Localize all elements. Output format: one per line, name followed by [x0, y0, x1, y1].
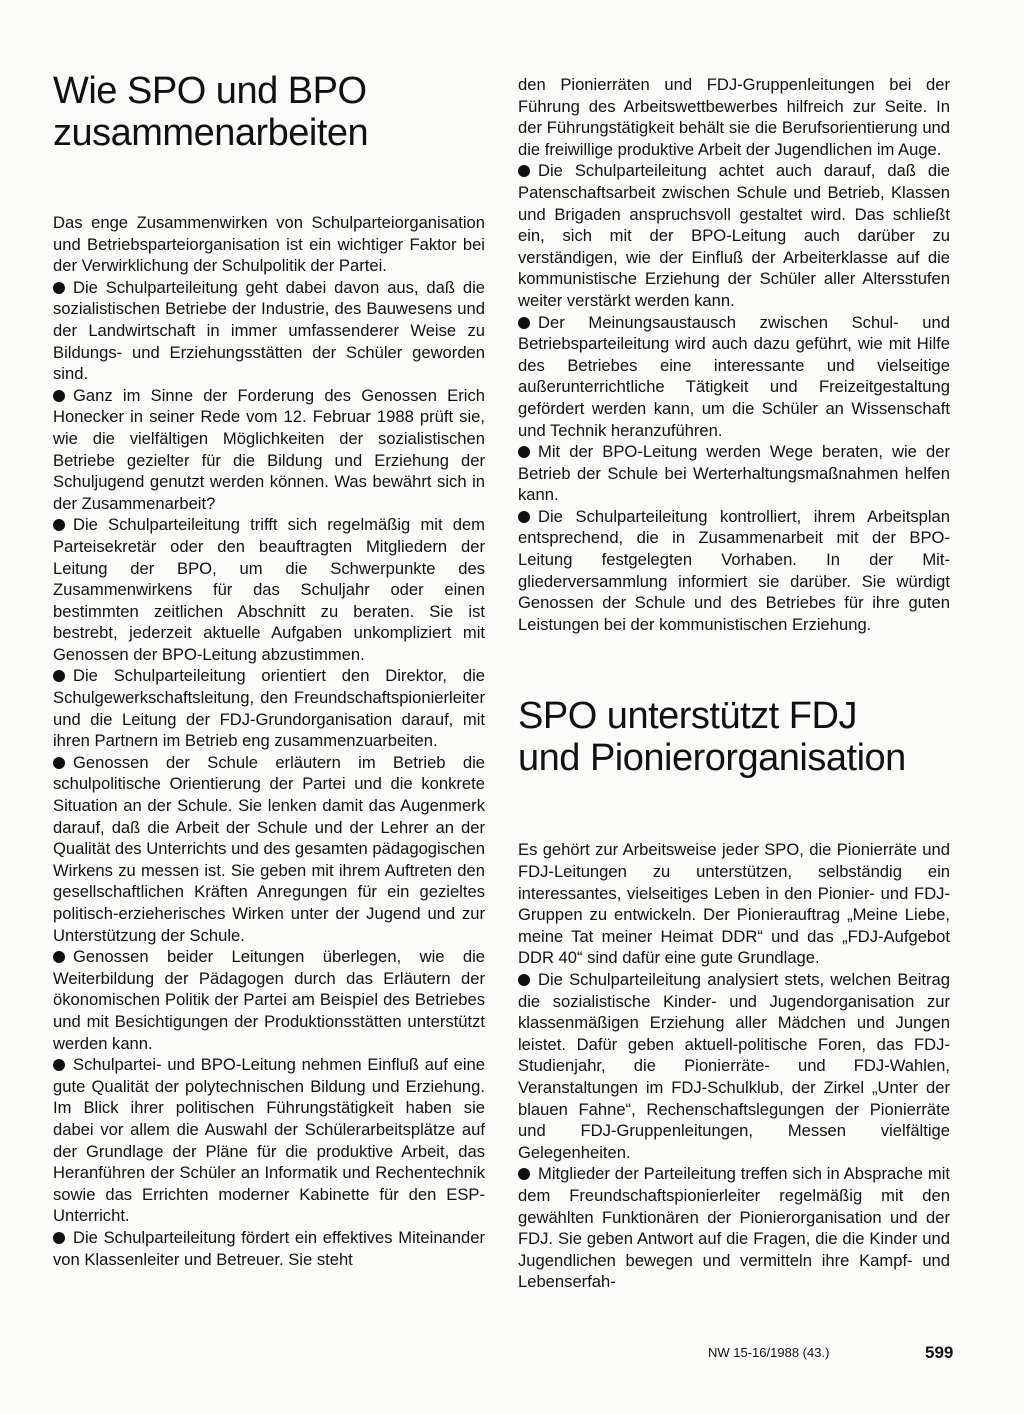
bullet-paragraph: Mit der BPO-Leitung werden Wege beraten, wie der Betrieb der Schule bei Werterhaltungsmaßnahmen helfen kann. — [518, 442, 950, 505]
left-column — [53, 70, 485, 1270]
right-column — [518, 74, 950, 1293]
bullet-paragraph: Schulpartei- und BPO-Leitung nehmen Einfluß auf eine gute Qualität der polytechnischen Bildung und Erziehung. Im Blick ihrer politischen Führungstätigkeit haben sie dabei vor allem die Auswahl der Schülerarbeitsplätze auf der Grundlage der Pläne für die produktive Arbeit, das Heranführen der Schüler an Informatik und Rechentechnik sowie das Errichten moderner Kabinette für den ESP-Unterricht. — [53, 1055, 485, 1226]
article-heading-1 — [53, 70, 485, 154]
bullet-paragraph: Die Schulparteileitung orientiert den Direktor, die Schulgewerkschaftsleitung, den Freundschaftspionierleiter und die Leitung der FDJ-Grundorganisation darauf, mit ihren Partnern im Betrieb eng zusammenzuarbeiten. — [53, 666, 485, 751]
bullet-paragraph: Die Schulparteileitung geht dabei davon aus, daß die sozialistischen Betriebe der Industrie, des Bauwesens und der Landwirtschaft in immer umfassenderer Weise zu Bildungs- und Erziehungsstätten der Schüler geworden sind. — [53, 277, 485, 384]
bullet-paragraph: Die Schulparteileitung kontrolliert, ihrem Arbeitsplan entsprechend, die in Zusammenarbeit mit der BPO-Leitung festgelegten Vorhaben. In der Mitgliederversammlung informiert sie darüber. Sie würdigt Genossen der Schule und des Betriebes für ihre guten Leistungen bei der kommunistischen Erziehung. — [518, 506, 950, 634]
bullet-paragraph: Die Schulparteileitung fördert ein effektives Miteinander von Klassenleiter und Betreuer. Sie steht — [53, 1227, 485, 1269]
intro-paragraph-1: Das enge Zusammenwirken von Schulparteiorganisation und Betriebsparteiorganisation ist ein wichtiger Faktor bei der Verwirklichung der Schulpolitik der Partei. — [53, 213, 485, 276]
intro-paragraph-2: Es gehört zur Arbeitsweise jeder SPO, die Pionierräte und FDJ-Leitungen zu unterstützen, selbständig ein interessantes, vielseitiges Leben in den Pionier- und FDJ-Gruppen zu entwickeln. Der Pionierauftrag „Meine Liebe, meine Tat meiner Heimat DDR“ und das „FDJ-Aufgebot DDR 40“ sind dafür eine gute Grundlage. — [518, 840, 950, 968]
heading-1-line-1: Wie SPO und BPO — [53, 70, 367, 112]
bullet-paragraph: Die Schulparteileitung achtet auch darauf, daß die Patenschaftsarbeit zwischen Schule und Betrieb, Klassen und Brigaden anspruchsvoll gestaltet wird. Das schließt ein, sich mit der BPO-Leitung auch darüber zu verständigen, wie der Einfluß der Arbeiterklasse auf die kommunistische Erziehung der Schüler aller Altersstufen weiter verstärkt werden kann. — [518, 161, 950, 310]
bullet-paragraph: Die Schulparteileitung analysiert stets, welchen Beitrag die sozialistische Kinder- und Jugendorganisation zur klassenmäßigen Erziehung aller Mädchen und Jungen leistet. Dafür geben aktuell-politische Foren, das FDJ-Studienjahr, die Pionierräte- und FDJ-Wahlen, Veranstaltungen im FDJ-Schulklub, der Zirkel „Unter der blauen Fahne“, Rechenschaftslegungen der Pionierräte und FDJ-Gruppenleitungen, Messen vielfältige Gelegenheiten. — [518, 970, 950, 1162]
heading-2-line-2: und Pionierorganisation — [518, 737, 906, 780]
continuation-paragraph: den Pionierräten und FDJ-Gruppenleitungen bei der Führung des Arbeitswettbewerbes hilfreich zur Seite. In der Führungstätigkeit behält sie die Berufsorientierung und die freiwillige produktive Arbeit der Jugendlichen im Auge. — [518, 75, 950, 159]
article-heading-2 — [518, 695, 950, 779]
heading-2-line-1: SPO unterstützt FDJ — [518, 695, 857, 738]
bullet-paragraph: Mitglieder der Parteileitung treffen sich in Absprache mit dem Freundschaftspionierleiter regelmäßig mit den gewählten Funktionären der Pionierorganisation und der FDJ. Sie geben Antwort auf die Fragen, die die Kinder und Jugendlichen bewegen und vermitteln ihre Kampf- und Lebenserfah- — [518, 1164, 950, 1292]
heading-1-line-2: zusammenarbeiten — [53, 112, 369, 154]
publication-reference: NW 15-16/1988 (43.) — [708, 1345, 830, 1360]
page-number: 599 — [925, 1343, 954, 1362]
bullet-paragraph: Der Meinungsaustausch zwischen Schul- und Betriebsparteileitung wird auch dazu geführt, wie mit Hilfe des Betriebes eine interessante und vielseitige außerunterrichtliche Tätigkeit und Freizeitgestaltung gefördert werden kann, um die Schüler an Wissenschaft und Technik heranzuführen. — [518, 312, 950, 440]
bullet-paragraph: Genossen der Schule erläutern im Betrieb die schulpolitische Orientierung der Partei und die konkrete Situation an der Schule. Sie lenken damit das Augenmerk darauf, daß die Arbeit der Schule und der Lehrer an der Qualität des Unterrichts und des gesamten pädagogischen Wirkens zu messen ist. Sie geben mit ihrem Auftreten den gesellschaftlichen Kräften Anregungen für ein gezieltes politisch-erzieherisches Wirken unter der Jugend und zur Unterstützung der Schule. — [53, 752, 485, 945]
bullet-paragraph: Ganz im Sinne der Forderung des Genossen Erich Honecker in seiner Rede vom 12. Februar 1988 prüft sie, wie die vielfältigen Möglichkeiten der sozialistischen Betriebe gezielter für die Bildung und Erziehung der Schuljugend genutzt werden können. Was bewährt sich in der Zusammenarbeit? — [53, 385, 485, 513]
bullet-paragraph: Genossen beider Leitungen überlegen, wie die Weiterbildung der Pädagogen durch das Erläutern der ökonomischen Politik der Partei am Beispiel des Betriebes und mit Besichtigungen der Produktionsstätten unterstützt werden kann. — [53, 947, 485, 1053]
bullet-paragraph: Die Schulparteileitung trifft sich regelmäßig mit dem Parteisekretär oder den beauftragten Mitgliedern der Leitung der BPO, um die Schwerpunkte des Zusammenwirkens für das Schuljahr oder einen bestimmten zeitlichen Abschnitt zu beraten. Sie ist bestrebt, jederzeit aktuelle Aufgaben unkompliziert mit Genossen der BPO-Leitung abzustimmen. — [53, 515, 485, 664]
